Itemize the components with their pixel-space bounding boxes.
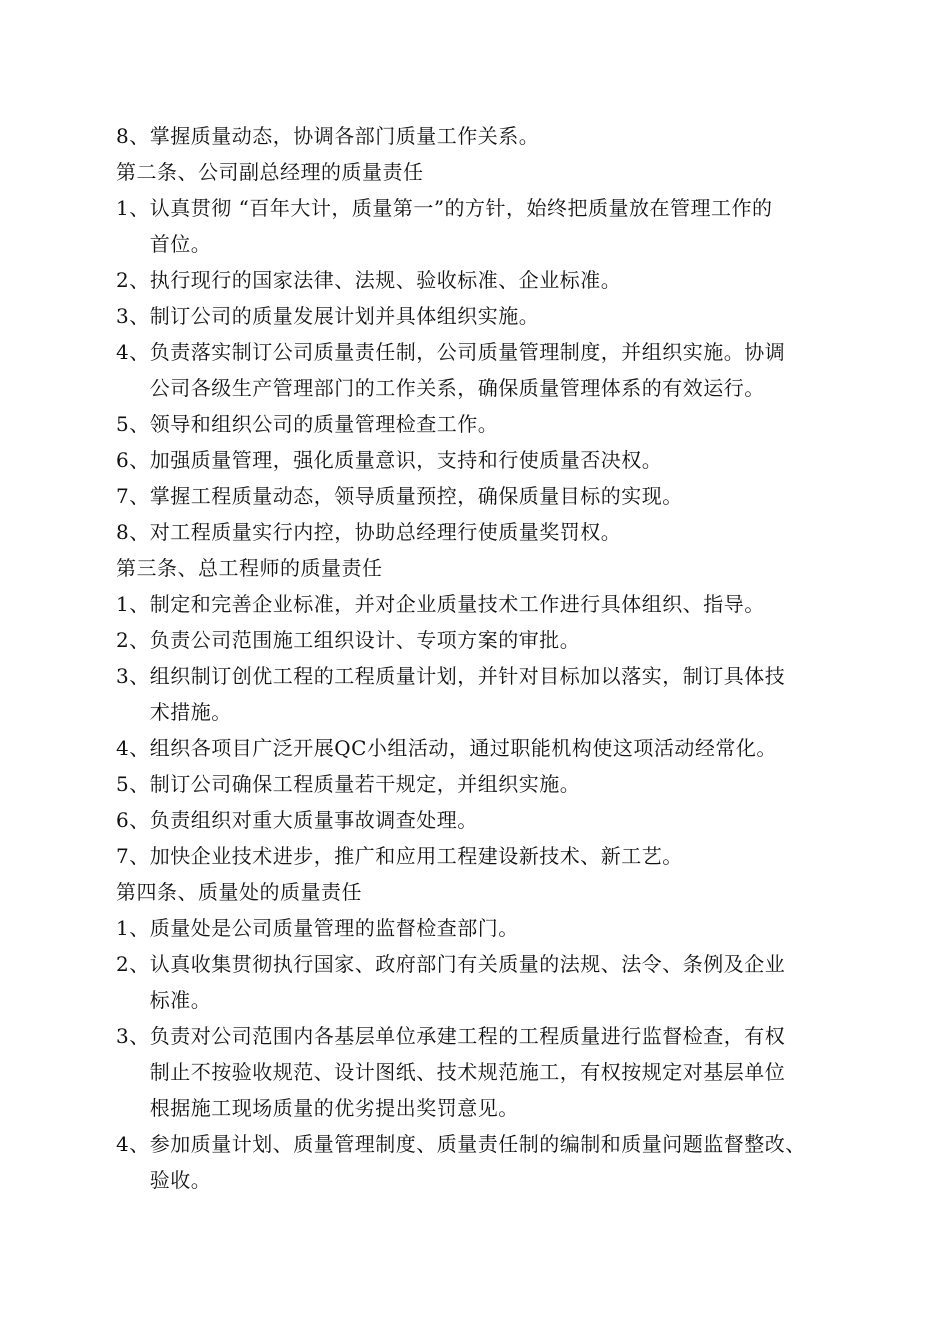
item-text-line: 术措施。 — [149, 700, 232, 724]
item-text — [150, 802, 861, 838]
item-number: 5、 — [116, 412, 150, 436]
item-number: 1、 — [116, 916, 150, 940]
item-text-line: 标准。 — [149, 988, 212, 1012]
item-number: 4、 — [116, 736, 150, 760]
list-item — [116, 586, 861, 622]
item-text — [150, 190, 861, 262]
list-item — [116, 730, 861, 766]
item-text-line: 验收。 — [149, 1168, 212, 1192]
item-number: 2、 — [116, 628, 150, 652]
list-item — [116, 514, 861, 550]
list-item — [116, 838, 861, 874]
item-text-line: 掌握工程质量动态，领导质量预控，确保质量目标的实现。 — [149, 484, 683, 508]
item-number: 3、 — [116, 1024, 150, 1048]
item-text-line: 制止不按验收规范、设计图纸、技术规范施工，有权按规定对基层单位 — [149, 1060, 786, 1084]
item-text — [150, 442, 861, 478]
item-number: 2、 — [116, 952, 150, 976]
item-text-line: 组织各项目广泛开展QC小组活动，通过职能机构使这项活动经常化。 — [149, 736, 777, 760]
article-heading: 第三条、总工程师的质量责任 — [116, 556, 383, 580]
item-number: 6、 — [116, 808, 150, 832]
item-text — [150, 118, 861, 154]
list-item — [116, 334, 861, 406]
item-number: 2、 — [116, 268, 150, 292]
document-body — [116, 118, 861, 1198]
item-text-line: 制定和完善企业标准，并对企业质量技术工作进行具体组织、指导。 — [149, 592, 765, 616]
list-item — [116, 442, 861, 478]
list-item — [116, 190, 861, 262]
item-text — [150, 586, 861, 622]
list-item — [116, 262, 861, 298]
item-text-line: 负责落实制订公司质量责任制，公司质量管理制度，并组织实施。协调 — [149, 340, 786, 364]
list-item — [116, 118, 861, 154]
item-text-line: 制订公司的质量发展计划并具体组织实施。 — [149, 304, 540, 328]
item-text-line: 领导和组织公司的质量管理检查工作。 — [149, 412, 499, 436]
item-text — [150, 262, 861, 298]
item-text — [150, 1126, 861, 1198]
list-item — [116, 946, 861, 1018]
item-text — [150, 838, 861, 874]
item-number: 7、 — [116, 484, 150, 508]
item-text — [150, 730, 861, 766]
item-number: 8、 — [116, 124, 150, 148]
item-number: 3、 — [116, 304, 150, 328]
item-text — [150, 658, 861, 730]
item-text-line: 根据施工现场质量的优劣提出奖罚意见。 — [149, 1096, 519, 1120]
item-text-line: 认真贯彻 “百年大计，质量第一”的方针，始终把质量放在管理工作的 — [149, 196, 773, 220]
item-text — [150, 334, 861, 406]
item-number: 4、 — [116, 1132, 150, 1156]
list-item — [116, 1126, 861, 1198]
article-heading: 第四条、质量处的质量责任 — [116, 880, 362, 904]
item-text-line: 公司各级生产管理部门的工作关系，确保质量管理体系的有效运行。 — [149, 376, 765, 400]
item-text-line: 质量处是公司质量管理的监督检查部门。 — [149, 916, 519, 940]
item-text-line: 参加质量计划、质量管理制度、质量责任制的编制和质量问题监督整改、 — [149, 1132, 806, 1156]
list-item — [116, 766, 861, 802]
item-number: 3、 — [116, 664, 150, 688]
list-item — [116, 1018, 861, 1126]
item-text — [150, 622, 861, 658]
item-number: 5、 — [116, 772, 150, 796]
item-text-line: 制订公司确保工程质量若干规定，并组织实施。 — [149, 772, 581, 796]
item-text — [150, 478, 861, 514]
list-item — [116, 658, 861, 730]
item-text — [150, 910, 861, 946]
list-item — [116, 622, 861, 658]
list-item — [116, 406, 861, 442]
list-item — [116, 478, 861, 514]
item-text-line: 首位。 — [149, 232, 212, 256]
item-number: 8、 — [116, 520, 150, 544]
item-text-line: 执行现行的国家法律、法规、验收标准、企业标准。 — [149, 268, 622, 292]
list-item — [116, 802, 861, 838]
item-text — [150, 298, 861, 334]
item-text-line: 加快企业技术进步，推广和应用工程建设新技术、新工艺。 — [149, 844, 683, 868]
item-text — [150, 406, 861, 442]
article-heading: 第二条、公司副总经理的质量责任 — [116, 160, 424, 184]
item-text-line: 认真收集贯彻执行国家、政府部门有关质量的法规、法令、条例及企业 — [149, 952, 786, 976]
item-text-line: 组织制订创优工程的工程质量计划，并针对目标加以落实，制订具体技 — [149, 664, 786, 688]
item-number: 7、 — [116, 844, 150, 868]
item-text-line: 负责公司范围施工组织设计、专项方案的审批。 — [149, 628, 581, 652]
item-text — [150, 946, 861, 1018]
item-text-line: 掌握质量动态，协调各部门质量工作关系。 — [149, 124, 540, 148]
item-text — [150, 1018, 861, 1126]
item-text — [150, 766, 861, 802]
item-number: 1、 — [116, 592, 150, 616]
item-text — [150, 514, 861, 550]
item-number: 1、 — [116, 196, 150, 220]
item-number: 4、 — [116, 340, 150, 364]
item-number: 6、 — [116, 448, 150, 472]
item-text-line: 对工程质量实行内控，协助总经理行使质量奖罚权。 — [149, 520, 622, 544]
item-text-line: 负责组织对重大质量事故调查处理。 — [149, 808, 478, 832]
item-text-line: 加强质量管理，强化质量意识，支持和行使质量否决权。 — [149, 448, 663, 472]
list-item — [116, 910, 861, 946]
item-text-line: 负责对公司范围内各基层单位承建工程的工程质量进行监督检查，有权 — [149, 1024, 786, 1048]
list-item — [116, 298, 861, 334]
